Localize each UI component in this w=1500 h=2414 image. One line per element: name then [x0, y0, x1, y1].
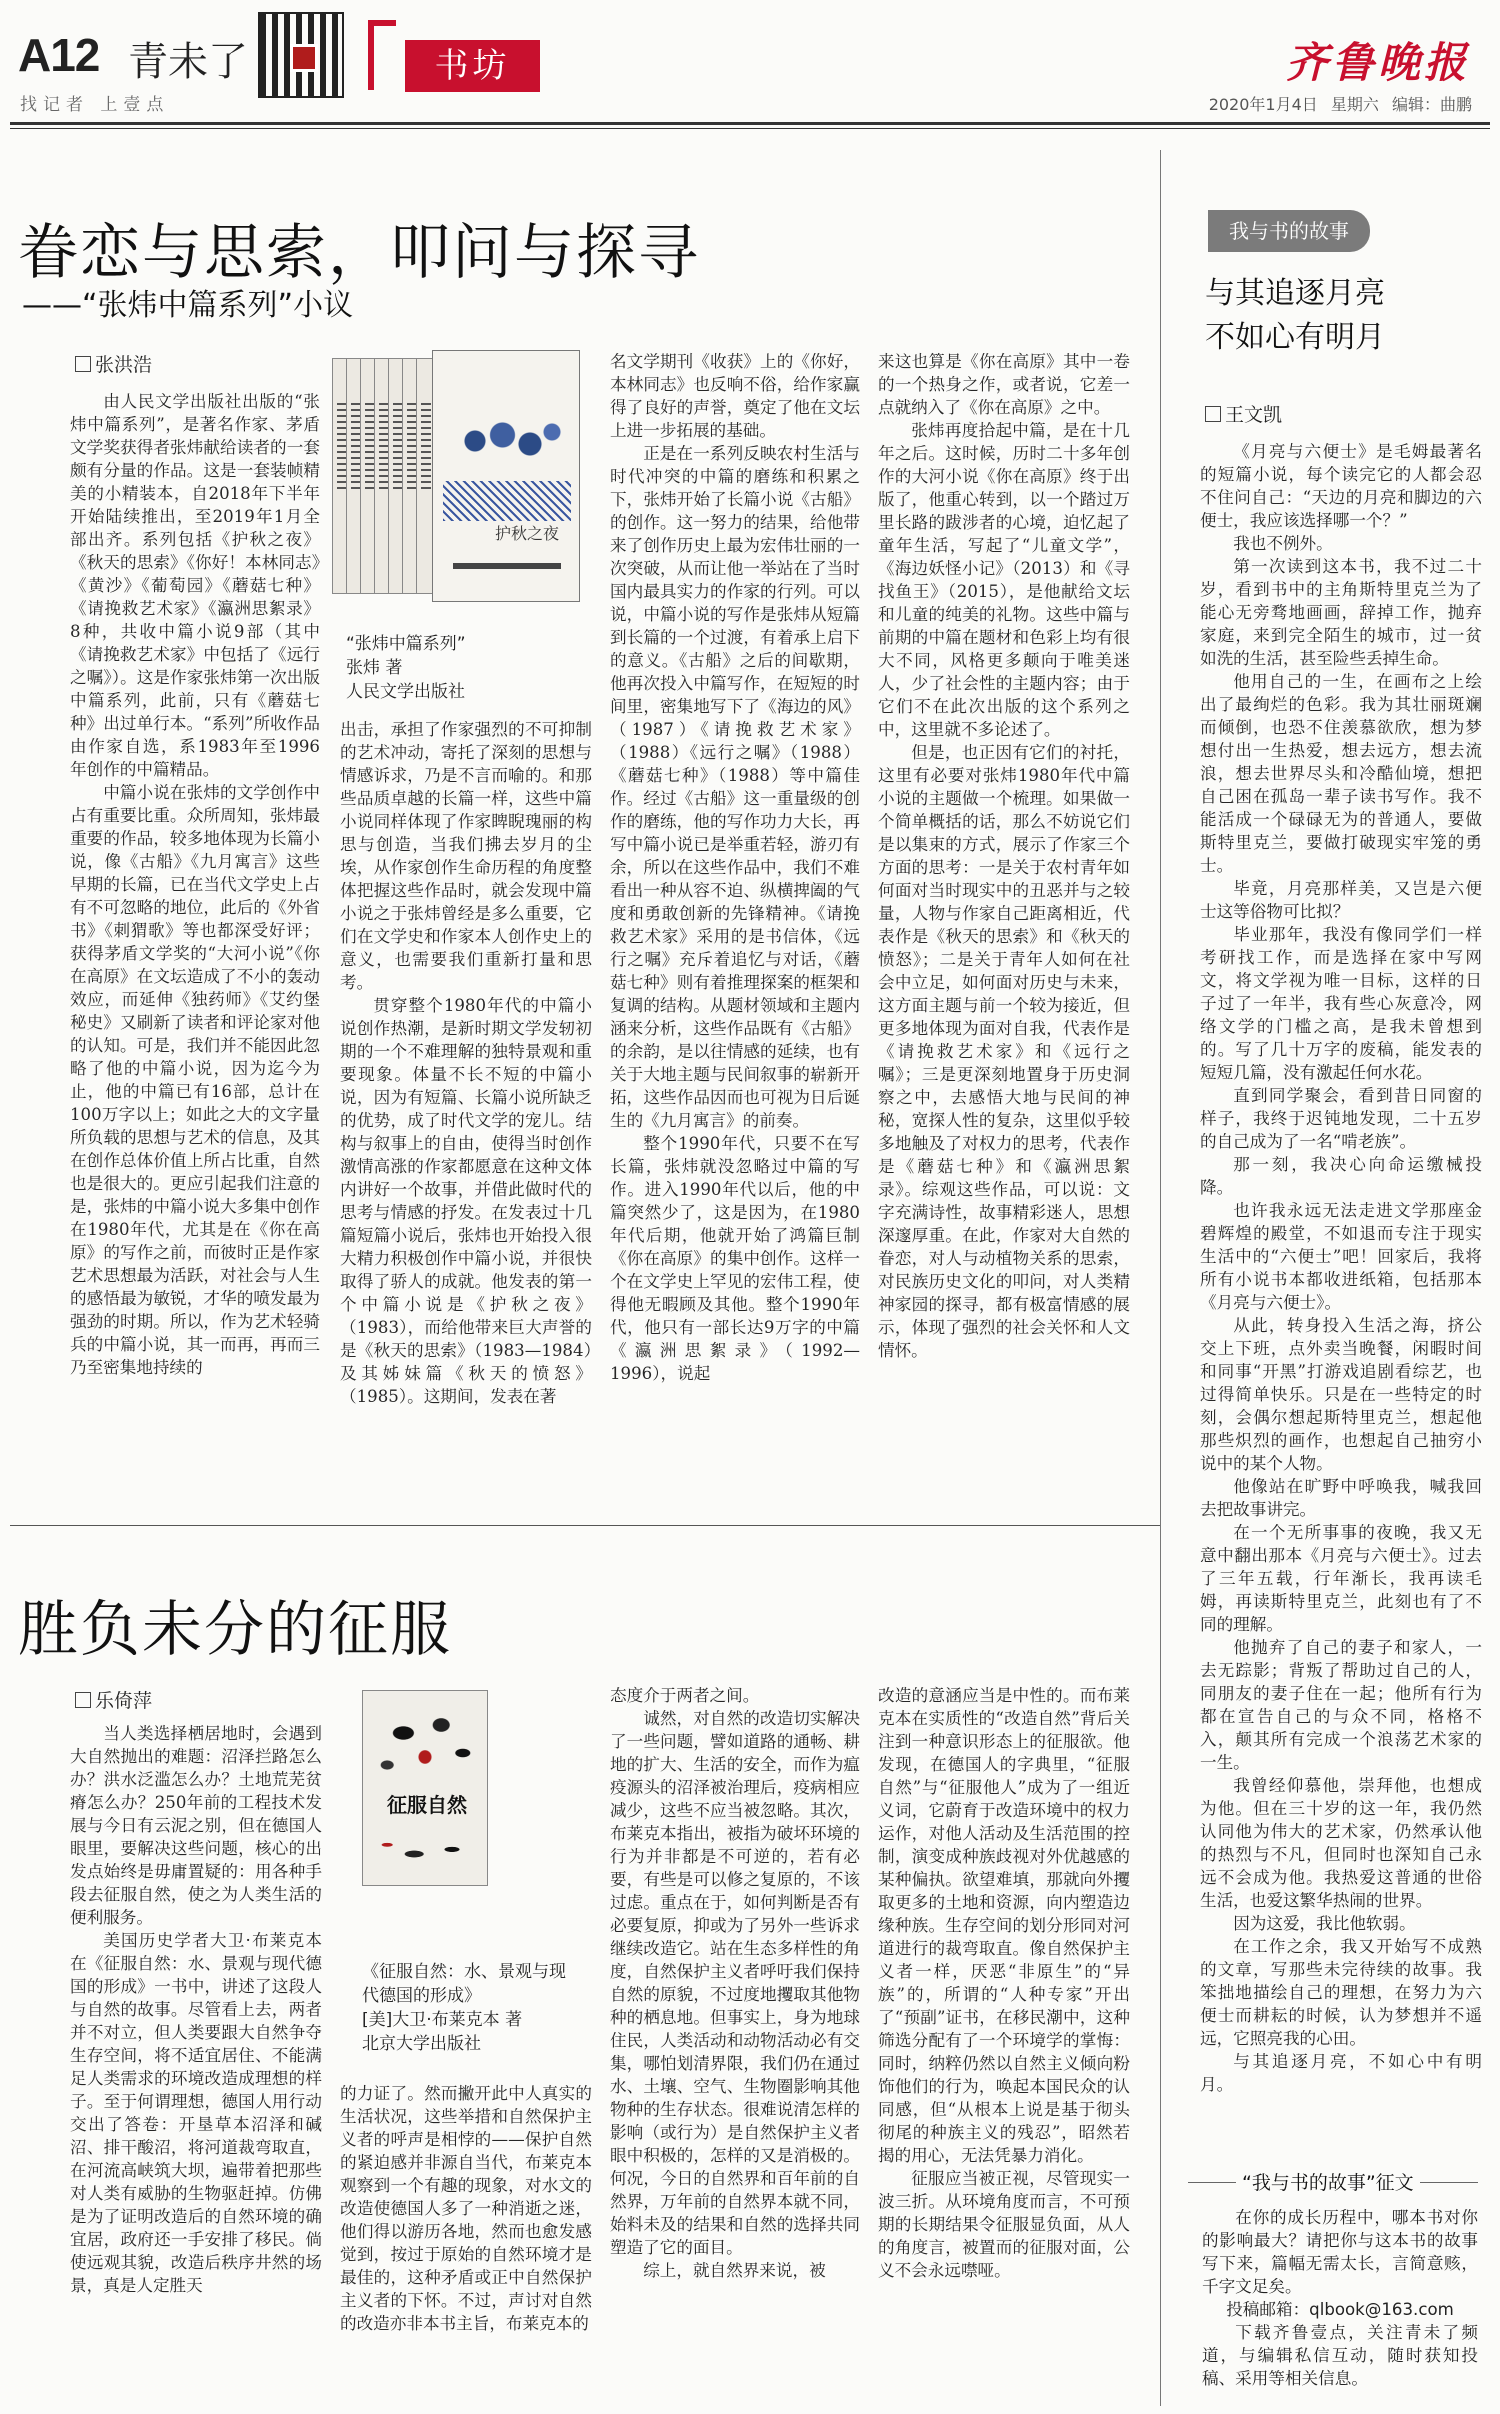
article1-byline: 张洪浩: [75, 350, 152, 377]
section-name: 青未了: [128, 39, 248, 85]
column-tag: 书坊: [405, 40, 540, 92]
qr-code-icon: [258, 12, 344, 98]
notice-title: “我与书的故事”征文: [1236, 2168, 1420, 2195]
sidebar-paragraph: 直到同学聚会，看到昔日同窗的样子，我终于迟钝地发现，二十五岁的自己成为了一名“啃老族”。: [1200, 1086, 1482, 1151]
article2-column-1: [70, 1722, 322, 2406]
cover-stripe-art: [443, 481, 571, 521]
sidebar-paragraph: 《月亮与六便士》是毛姆最著名的短篇小说，每个读完它的人都会忍不住问自己：“天边的月亮和脚边的六便士，我应该选择哪一个？”: [1200, 442, 1482, 530]
article2-paragraph: 改造的意涵应当是中性的。而布莱克本在实质性的“改造自然”背后关注到一种意识形态上的征服欲。他发现，在德国人的字典里，“征服自然”与“征服他人”成为了一组近义词，它蔚育于改造环境中的权力运作，对他人活动及生活范围的控制，演变成种族歧视对外优越感的某种偏执。欲望难填，那就向外攫取更多的土地和资源，向内塑造边缘种族。生存空间的划分形同对河道进行的裁弯取直。像自然保护主义者一样，厌恶“非原生”的“异族”的，所谓的“人种专家”开出了“预副”证书，在移民潮中，这种筛选分配有了一个环境学的掌悔：同时，纳粹仍然以自然主义倾向粉饰他们的行为，唤起本国民众的认同感，但“从根本上说是基于彻头彻尾的种族主义的残忍”，昭然若揭的用心，无法凭暴力消化。: [878, 1686, 1130, 2165]
dateline: [1209, 92, 1472, 115]
article2-paragraph: 诚然，对自然的改造切实解决了一些问题，譬如道路的通畅、耕地的扩大、生活的安全，而作为瘟疫源头的沼泽被治理后，疫病相应减少，这些不应当被忽略。其次，布莱克本指出，被指为破坏环境的行为并非都是不可逆的，若有必要，有些是可以修之复原的，不该过虑。重点在于，如何判断是否有必要复原，抑或为了另外一些诉求继续改造它。站在生态多样性的角度，自然保护主义者呼吁我们保持自然的原貌，不过度地攫取其他物种的栖息地。但事实上，身为地球住民，人类活动和动物活动必有交集，哪怕划清界限，我们仍在通过水、土壤、空气、生物圈影响其他物种的生存状态。很难说清怎样的影响（或行为）是自然保护主义者眼中积极的，怎样的又是消极的。何况，今日的自然界和百年前的自然界，万年前的自然界本就不同，始料未及的结果和自然的选择共同塑造了它的面目。: [610, 1709, 860, 2257]
cover-ink-art-lower: [371, 1831, 479, 1877]
sidebar-headline-line: 不如心有明月: [1205, 320, 1385, 355]
sidebar-paragraph: 他抛弃了自己的妻子和家人，一去无踪影；背叛了帮助过自己的人，同朋友的妻子住在一起；他所有行为都在宣告自己的与众不同，格格不入，颠其所有完成一个浪荡艺术家的一生。: [1200, 1638, 1482, 1772]
article1-paragraph: 张炜再度拾起中篇，是在十几年之后。这时候，历时二十多年创作的大河小说《你在高原》终于出版了，他重心转到，以一个踏过万里长路的跋涉者的心境，迫忆起了童年生活，写起了“儿童文学”，《海边妖怪小记》（2013）和《寻找鱼王》（2015），是他献给文坛和儿童的纯美的礼物。这些中篇与前期的中篇在题材和色彩上均有很大不同，风格更多颠向于唯美迷人，少了社会性的主题内容；由于它们不在此次出版的这个系列之中，这里就不多论述了。: [878, 421, 1130, 739]
issue-weekday: 星期六: [1330, 95, 1379, 114]
article2-column-3: [610, 1684, 860, 2406]
caption-line: 人民文学出版社: [346, 682, 465, 702]
article1-paragraph: 来这也算是《你在高原》其中一卷的一个热身之作，或者说，它差一点就纳入了《你在高原》之中。: [878, 352, 1130, 417]
sidebar-paragraph: 也许我永远无法走进文学那座金碧辉煌的殿堂，不如退而专注于现实生活中的“六便士”吧！回家后，我将所有小说书本都收进纸箱，包括那本《月亮与六便士》。: [1200, 1201, 1482, 1312]
caption-line: 张炜 著: [346, 658, 403, 678]
article2-column-2: [340, 2082, 592, 2406]
sidebar-divider: [1160, 150, 1161, 2406]
sidebar-paragraph: 他用自己的一生，在画布之上绘出了最绚烂的色彩。我为其壮丽斑斓而倾倒，也恐不住羡慕欲欣，想为梦想付出一生热爱，想去远方，想去流浪，想去世界尽头和冷酷仙境，想把自己困在孤岛一辈子读书写作。我不能活成一个碌碌无为的普通人，要做斯特里克兰，要做打破现实牢笼的勇士。: [1200, 672, 1482, 875]
cover-blossom-art: [453, 411, 563, 471]
page-number: A12: [18, 29, 100, 81]
cover-title: 护秋之夜: [495, 524, 560, 543]
sidebar-headline: [1205, 272, 1385, 360]
sidebar-paragraph: 与其追逐月亮，不如心中有明月。: [1200, 2052, 1482, 2094]
caption-line: [美]大卫·布莱克本 著: [362, 2010, 523, 2030]
article1-column-2: [340, 718, 592, 1512]
article2-paragraph: 的力证了。然而撇开此中人真实的生活状况，这些举措和自然保护主义者的呼声是相悖的——保护自然的紧迫感并非源自当代，布莱克本观察到一个有趣的现象，对水文的改造使德国人多了一种消逝之迷，他们得以游历各地，然而也愈发感觉到，按过于原始的自然环境才是最佳的，这种矛盾或正中自然保护主义者的下怀。不过，声讨对自然的改造亦非本书主旨，布莱克本的: [340, 2084, 592, 2333]
sidebar-paragraph: 那一刻，我决心向命运缴械投降。: [1200, 1155, 1482, 1197]
caption-line: 《征服自然：水、景观与现: [362, 1962, 566, 1982]
notice-email[interactable]: 投稿邮箱：qlbook@163.com: [1226, 2300, 1454, 2319]
article1-subhead: ——“张炜中篇系列”小议: [22, 288, 354, 323]
sidebar-paragraph: 在工作之余，我又开始写不成熟的文章，写那些未完待续的故事。我笨拙地描绘自己的理想，在努力为六便士而耕耘的时候，认为梦想并不遥远，它照亮我的心田。: [1200, 1937, 1482, 2048]
cover-ink-art: [371, 1701, 479, 1781]
book-cover-zhangwei-series: [332, 350, 580, 602]
cover-bar: [453, 563, 561, 569]
sidebar-column-tag: 我与书的故事: [1208, 210, 1370, 252]
article1-paragraph: 整个1990年代，只要不在写长篇，张炜就没忽略过中篇的写作。进入1990年代以后，他的中篇突然少了，这是因为，在1980年代后期，他就开始了鸿篇巨制《你在高原》的集中创作。这样一个在文学史上罕见的宏伟工程，使得他无暇顾及其他。整个1990年代，他只有一部长达9万字的中篇《瀛洲思絮录》（1992—1996），说起: [610, 1134, 860, 1383]
caption-line: 代德国的形成》: [362, 1986, 481, 2006]
masthead: [0, 0, 1500, 150]
sidebar-paragraph: 毕竟，月亮那样美，又岂是六便士这等俗物可比拟？: [1200, 879, 1482, 921]
sidebar-paragraph: 因为这爱，我比他软弱。: [1233, 1914, 1416, 1933]
sidebar-paragraph: 毕业那年，我没有像同学们一样考研找工作，而是选择在家中写网文，将文学视为唯一目标，这样的日子过了一年半，我有些心灰意冷，网络文学的门槛之高，是我未曾想到的。写了几十万字的废稿，能发表的短短几篇，没有激起任何水花。: [1200, 925, 1482, 1082]
article2-paragraph: 美国历史学者大卫·布莱克本在《征服自然：水、景观与现代德国的形成》一书中，讲述了这段人与自然的故事。尽管看上去，两者并不对立，但人类要跟大自然争夺生存空间，将不适宜居住、不能满足人类需求的环境改造成理想的样子。至于何谓理想，德国人用行动交出了答卷：开垦草本沼泽和碱沼、排干酸沼，将河道裁弯取直，在河流高峡筑大坝，遍带着把那些对人类有威胁的生物驱赶掉。仿佛是为了证明改造后的自然环境的确宜居，政府还一手安排了移民。倘使远观其貌，改造后秩序井然的场景，真是人定胜天: [70, 1931, 322, 2295]
notice-text: 在你的成长历程中，哪本书对你的影响最大？请把你与这本书的故事写下来，篇幅无需太长，言简意赅，千字文足矣。: [1202, 2208, 1478, 2296]
article1-column-1: [70, 390, 320, 1512]
article1-paragraph: 贯穿整个1980年代的中篇小说创作热潮，是新时期文学发轫初期的一个不难理解的独特景观和重要现象。体量不长不短的中篇小说，因为有短篇、长篇小说所缺乏的优势，成了时代文学的宠儿。结构与叙事上的自由，使得当时创作激情高涨的作家都愿意在这种文体内讲好一个故事，并借此做时代的思考与情感的抒发。在发表过十几篇短篇小说后，张炜也开始投入很大精力积极创作中篇小说，并很快取得了骄人的成就。他发表的第一个中篇小说是《护秋之夜》（1983），而给他带来巨大声誉的是《秋天的思索》（1983—1984）及其姊妹篇《秋天的愤怒》（1985）。这期间，发表在著: [340, 996, 592, 1406]
masthead-slogan: 找记者 上壹点: [20, 95, 170, 115]
notice-body: [1202, 2206, 1478, 2390]
article2-book-caption: [362, 1960, 566, 2056]
masthead-rule-thin: [10, 128, 1490, 129]
article2-paragraph: 征服应当被正视，尽管现实一波三折。从环境角度而言，不可预期的长期结果令征服显负面，从人的角度言，被置而的征服对面，公义不会永远噤哑。: [878, 2169, 1130, 2280]
cover-title: 征服自然: [387, 1793, 467, 1817]
sidebar-paragraph: 他像站在旷野中呼唤我，喊我回去把故事讲完。: [1200, 1477, 1482, 1519]
sidebar-paragraph: 我曾经仰慕他，崇拜他，也想成为他。但在三十岁的这一年，我仍然认同他为伟大的艺术家，仍然承认他的热烈与不凡，但同时也深知自己永远不会成为他。我热爱这普通的世俗生活，也爱这繁华热闹的世界。: [1200, 1776, 1482, 1910]
book-front-cover: [432, 350, 580, 602]
article1-paragraph: 中篇小说在张炜的文学创作中占有重要比重。众所周知，张炜最重要的作品，较多地体现为长篇小说，像《古船》《九月寓言》这些早期的长篇，已在当代文学史上占有不可忽略的地位，此后的《外省书》《刺猬歌》等也都深受好评；获得茅盾文学奖的“大河小说”《你在高原》在文坛造成了不小的轰动效应，而延伸《独药师》《艾约堡秘史》又刷新了读者和评论家对他的认知。可是，我们并不能因此忽略了他的中篇小说，因为迄今为止，他的中篇已有16部，总计在100万字以上；如此之大的文字量所负载的思想与艺术的信息，及其在创作总体价值上所占比重，自然也是很大的。更应引起我们注意的是，张炜的中篇小说大多集中创作在1980年代，尤其是在《你在高原》的写作之前，而彼时正是作家艺术思想最为活跃，对社会与人生的感悟最为敏锐，才华的喷发最为强劲的时期。所以，作为艺术轻骑兵的中篇小说，其一而再，再而三乃至密集地持续的: [70, 783, 320, 1377]
article1-column-3: [610, 350, 860, 1512]
article-divider: [10, 1525, 1160, 1526]
sidebar-body: [1200, 440, 1482, 2152]
book-cover-conquest-of-nature: [362, 1690, 488, 1886]
article1-headline: 眷恋与思索，叩问与探寻: [18, 218, 700, 288]
masthead-rule: [10, 122, 1490, 125]
article1-paragraph: 名文学期刊《收获》上的《你好，本林同志》也反响不俗，给作家赢得了良好的声誉，奠定了他在文坛上进一步拓展的基础。: [610, 352, 860, 440]
caption-line: 北京大学出版社: [362, 2034, 481, 2054]
article1-paragraph: 出击，承担了作家强烈的不可抑制的艺术冲动，寄托了深刻的思想与情感诉求，乃是不言而喻的。和那些品质卓越的长篇一样，这些中篇小说同样体现了作家睥睨瑰丽的构思与创造，当我们拂去岁月的尘埃，从作家创作生命历程的角度整体把握这些作品时，就会发现中篇小说之于张炜曾经是多么重要，它们在文学史和作家本人创作史上的意义，也需要我们重新打量和思考。: [340, 720, 592, 992]
caption-line: “张炜中篇系列”: [346, 634, 466, 654]
article1-paragraph: 但是，也正因有它们的衬托，这里有必要对张炜1980年代中篇小说的主题做一个梳理。如果做一个简单概括的话，那么不妨说它们是以集束的方式，展示了作家三个方面的思考：一是关于农村青年如何面对当时现实中的丑恶并与之较量，人物与作家自己距离相近，代表作是《秋天的思索》和《秋天的愤怒》；二是关于青年人如何在社会中立足，如何面对历史与未来，这方面主题与前一个较为接近，但更多地体现为面对自我，代表作是《请挽救艺术家》和《远行之嘱》；三是更深刻地置身于历史洞察之中，去感悟大地与民间的神秘，宽探人性的复杂，这里似乎较多地触及了对权力的思考，代表作是《蘑菇七种》和《瀛洲思絮录》。综观这些作品，可以说：文字充满诗性，故事精彩迷人，思想深邃厚重。在此，作家对大自然的眷恋，对人与动植物关系的思索，对民族历史文化的叩问，对人类精神家园的探寻，都有极富情感的展示，体现了强烈的社会关怀和人文情怀。: [878, 743, 1130, 1360]
issue-date: 2020年1月4日: [1208, 95, 1318, 114]
editor-credit: 编辑：曲鹏: [1391, 95, 1472, 114]
sidebar-paragraph: 在一个无所事事的夜晚，我又无意中翻出那本《月亮与六便士》。过去了三年五载，行年渐长，我再读毛姆，再读斯特里克兰，此刻也有了不同的理解。: [1200, 1523, 1482, 1634]
sidebar-byline: 王文凯: [1205, 400, 1282, 427]
article2-paragraph: 当人类选择栖居地时，会遇到大自然抛出的难题：沼泽拦路怎么办？洪水泛滥怎么办？土地荒芜贫瘠怎么办？250年前的工程技术发展与今日有云泥之别，但在德国人眼里，要解决这些问题，核心的出发点始终是毋庸置疑的：用各种手段去征服自然，使之为人类生活的便利服务。: [70, 1724, 322, 1927]
article2-byline: 乐倚萍: [75, 1686, 152, 1713]
newspaper-logo: 齐鲁晚报: [1285, 38, 1470, 87]
sidebar-paragraph: 第一次读到这本书，我不过二十岁，看到书中的主角斯特里克兰为了能心无旁骛地画画，辞掉工作，抛弃家庭，来到完全陌生的城市，过一贫如洗的生活，甚至险些丢掉生命。: [1200, 557, 1482, 668]
red-bracket-decoration: [368, 20, 396, 90]
article1-book-caption: [346, 632, 466, 704]
call-for-submissions-box: [1178, 2158, 1488, 2404]
article2-headline: 胜负未分的征服: [18, 1595, 452, 1665]
article2-paragraph: 态度介于两者之间。: [610, 1686, 760, 1705]
article1-paragraph: 正是在一系列反映农村生活与时代冲突的中篇的磨练和积累之下，张炜开始了长篇小说《古船》的创作。这一努力的结果，给他带来了创作历史上最为宏伟壮丽的一次突破，从而让他一举站在了当时国内最具实力的作家的行列。可以说，中篇小说的写作是张炜从短篇到长篇的一个过渡，有着承上启下的意义。《古船》之后的间歇期，他再次投入中篇写作，在短短的时间里，密集地写下了《海边的风》（1987）《请挽救艺术家》（1988）《远行之嘱》（1988）《蘑菇七种》（1988）等中篇佳作。经过《古船》这一重量级的创作的磨练，他的写作功力大长，再写中篇小说已是举重若轻，游刃有余，所以在这些作品中，我们不难看出一种从容不迫、纵横捭阖的气度和勇敢创新的先锋精神。《请挽救艺术家》采用的是书信体，《远行之嘱》充斥着追忆与对话，《蘑菇七种》则有着推理探案的框架和复调的结构。从题材领域和主题内涵来分析，这些作品既有《古船》的余韵，是以往情感的延续，也有关于大地主题与民间叙事的崭新开拓，这些作品因而也可视为日后诞生的《九月寓言》的前奏。: [610, 444, 860, 1130]
article1-column-4: [878, 350, 1130, 1512]
sidebar-headline-line: 与其追逐月亮: [1205, 276, 1385, 311]
article2-column-4: [878, 1684, 1130, 2406]
sidebar-paragraph: 我也不例外。: [1233, 534, 1333, 553]
article1-paragraph: 由人民文学出版社出版的“张炜中篇系列”，是著名作家、茅盾文学奖获得者张炜献给读者的一套颇有分量的作品。这是一套装帧精美的小精装本，自2018年下半年开始陆续推出，至2019年1月全部出齐。系列包括《护秋之夜》《秋天的思索》《你好！本林同志》《黄沙》《葡萄园》《蘑菇七种》《请挽救艺术家》《瀛洲思絮录》8种，共收中篇小说9部（其中《请挽救艺术家》中包括了《远行之嘱》）。这是作家张炜第一次出版中篇系列，此前，只有《蘑菇七种》出过单行本。“系列”所收作品由作家自选，系1983年至1996年创作的中篇精品。: [70, 392, 320, 779]
notice-download-text: 下载齐鲁壹点，关注青未了频道，与编辑私信互动，随时获知投稿、采用等相关信息。: [1202, 2323, 1478, 2388]
sidebar-paragraph: 从此，转身投入生活之海，挤公交上下班，点外卖当晚餐，闲暇时间和同事“开黑”打游戏追剧看综艺，也过得简单快乐。只是在一些特定的时刻，会偶尔想起斯特里克兰，想起他那些炽烈的画作，也想起自己抽穷小说中的某个人物。: [1200, 1316, 1482, 1473]
article2-paragraph: 综上，就自然界来说，被: [643, 2261, 826, 2280]
